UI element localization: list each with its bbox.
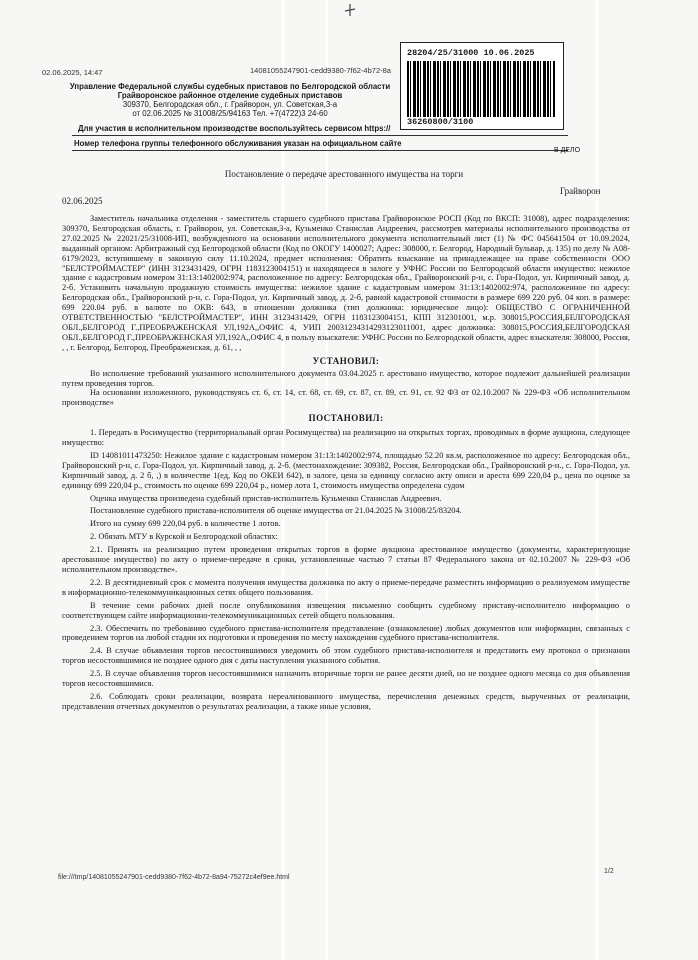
paragraph-2-2b: В течение семи рабочих дней после опубликования извещения письменно сообщить судебному приставу-исполнителю информацию о соответствующем сайте информационно-телекоммуникационных сетей общего пользования. [62, 600, 630, 620]
service-notice: Для участия в исполнительном производстве воспользуйтесь сервисом https:// [78, 124, 391, 133]
paragraph-2-6: 2.6. Соблюдать сроки реализации, возврата нереализованного имущества, перечисления денежных средств, вырученных от реализации, представления отчетных документов о результатах реализации, а также иные условия, [62, 691, 630, 711]
stamp-code: 36260800/3100 [407, 117, 474, 127]
divider [72, 135, 568, 136]
document-title: Постановление о передаче арестованного имущества на торги [224, 169, 464, 179]
paragraph-2: 2. Обязать МТУ в Курской и Белгородской областях: [90, 532, 278, 542]
agency-header [60, 82, 400, 118]
footer-file-path: file:///tmp/14081055247901-cedd9380-7f62-4b72-8a94-75272c4ef9ee.html [58, 874, 290, 881]
outgoing-number: от 02.06.2025 № 31008/25/94163 Тел. +7(4722)3 24-60 [132, 109, 328, 118]
document-body [62, 214, 630, 712]
valuation-resolution: Постановление судебного пристава-исполнителя об оценке имущества от 21.04.2025 № 31008/25/83204. [90, 506, 462, 516]
stamp-number: 28204/25/31000 10.06.2025 [407, 48, 535, 58]
paragraph-2-5: 2.5. В случае объявления торгов несостоявшимися назначить вторичные торги не ранее десяти дней, но не позднее одного месяца со дня объявления торгов несостоявшимися. [62, 669, 630, 689]
ustanovil-heading: УСТАНОВИЛ: [312, 355, 380, 366]
divider [72, 150, 568, 151]
ustanovil-paragraph-2: На основании изложенного, руководствуясь ст. 6, ст. 14, ст. 68, ст. 69, ст. 87, ст. 89, ст. 91, ст. 92 ФЗ от 02.10.2007 № 229-ФЗ «Об исполнительном производстве» [62, 388, 630, 408]
print-doc-id: 14081055247901-cedd9380-7f62-4b72-8a [250, 66, 391, 75]
document-city: Грайворон [560, 186, 601, 196]
file-mark: В ДЕЛО [554, 147, 581, 154]
property-item: ID 14081011473250: Нежилое здание с кадастровым номером 31:13:1402002:974, площадью 52.20 кв.м, расположенное по адресу: Белгородская обл., Грайворонский р-н, с. Гора-Подол, ул. Кирпичный завод, д. 2-б. (местонахождение: 309382, Россия, Белгородская обл., Грайворонский р-н., с. Гора-Подол, ул. Кирпичный завод, д. 2 б, ,) в количестве 1(ед, Код по ОКЕИ 642), в залоге, цена за единицу согласно акту описи и ареста 699 220,04 р., цена по оценке за единицу 699 220,04 р., стоимость по оценке 699 220,04 р., номер лота 1, стоимость имущества определена судом [62, 450, 630, 490]
agency-name: Управление Федеральной службы судебных приставов по Белгородской области [69, 82, 391, 91]
barcode [407, 61, 555, 117]
handwritten-mark [342, 2, 358, 18]
department-address: 309370, Белгородская обл., г. Грайворон, ул. Советская,3-а [122, 100, 338, 109]
paragraph-2-3: 2.3. Обеспечить по требованию судебного пристава-исполнителя представление (ознакомление) любых документов или информации, связанных с проведением торгов на любой стадии их подготовки и проведения по месту нахождения судебного пристава-исполнителя. [62, 623, 630, 643]
department-name: Грайворонское районное отделение судебных приставов [117, 91, 343, 100]
paragraph-2-2: 2.2. В десятидневный срок с момента получения имущества должника по акту о приеме-передаче разместить информацию о реализуемом имуществе в информационно-телекоммуникационных сетях общего пользования. [62, 577, 630, 597]
intro-paragraph: Заместитель начальника отделения - заместитель старшего судебного пристава Грайворонское РОСП (Код по ВКСП: 31008), адрес подразделения: 309370, Белгородская область, г. Грайворон, ул. Советская,3-а, Кузьменко Станислав Андреевич, рассмотрев материалы исполнительного производства от 27.02.2025 № 22021/25/31008-ИП, возбужденного на основании исполнительного документа исполнительный лист (1) № ФС 045641504 от 10.09.2024, выданный органом: Арбитражный суд Белгородской области (Код по ОКОГУ 1400027; Адрес: 308000, г. Белгород, Народный бульвар, д. 135) по делу № А08-6179/2023, вступившему в законную силу 11.10.2024, предмет исполнения: Обратить взыскание на принадлежащее на праве собственности ООО "БЕЛСТРОЙМАСТЕР" (ИНН 3123431429, ОГРН 1183123004151) и находящееся в залоге у УФНС России по Белгородской области имущество: нежилое здание с кадастровым номером 31:13:1402002:974, расположенное по адресу: Белгородская обл., Грайворонский р-н, с. Гора-Подол, ул. Кирпичный завод, д. 2-б. Установить начальную продажную стоимость имущества: нежилое здание с кадастровым номером 31:13:1402002:974, расположенное по адресу: Белгородская обл., Грайворонский р-н, с. Гора-Подол, ул. Кирпичный завод, д. 2-б, равной кадастровой стоимости в размере 699 220 руб. 04 коп. в размере: 699 220.04 руб. в валюте по ОКВ: 643, в отношении должника (тип должника: юридическое лицо): ОБЩЕСТВО С ОГРАНИЧЕННОЙ ОТВЕТСТВЕННОСТЬЮ "БЕЛСТРОЙМАСТЕР", ИНН 3123431429, ОГРН 1183123004151, КПП 312301001, м.р. 308015,РОССИЯ,БЕЛГОРОДСКАЯ ОБЛ.,БЕЛГОРОД Г.,ПРЕОБРАЖЕНСКАЯ УЛ,192А,,ОФИС 4, УИП 20031234314293123011001, адрес должника: 308015,РОССИЯ,БЕЛГОРОДСКАЯ ОБЛ.,БЕЛГОРОД Г.,ПРЕОБРАЖЕНСКАЯ УЛ,192А,,ОФИС 4, в пользу взыскателя: УФНС России по Белгородской области, адрес взыскателя: 308000, Россия, , , г. Белгород, Белгород, Преображенская, д. 61, , , [62, 214, 630, 352]
ustanovil-paragraph-1: Во исполнение требований указанного исполнительного документа 03.04.2025 г. арестовано имущество, которое подлежит дальнейшей реализации путем проведения торгов. [62, 368, 630, 388]
total-amount: Итого на сумму 699 220,04 руб. в количестве 1 лотов. [90, 519, 281, 529]
document-date: 02.06.2025 [62, 196, 103, 206]
paragraph-2-1: 2.1. Принять на реализацию путем проведения открытых торгов в форме аукциона арестованное имущество (документы, характеризующие арестованное имущество) по акту о приеме-передаче в сроки, установленные частью 7 статьи 87 Федерального закона от 02.10.2007 № 229-ФЗ «Об исполнительном производстве». [62, 545, 630, 574]
valuation-paragraph: Оценка имущества произведена судебный пристав-исполнитель Кузьменко Станислав Андреевич. [90, 493, 442, 503]
registration-stamp [400, 42, 564, 130]
paragraph-2-4: 2.4. В случае объявления торгов несостоявшимися уведомить об этом судебного пристава-исполнителя и представить ему протокол о признании торгов несостоявшимися не позднее одного дня с даты наступления указанного события. [62, 646, 630, 666]
footer-page-number: 1/2 [604, 868, 614, 875]
postanovil-heading: ПОСТАНОВИЛ: [308, 413, 384, 424]
paragraph-1: 1. Передать в Росимущество (территориальный орган Росимущества) на реализацию на открытых торгах, проводимых в форме аукциона, следующее имущество: [62, 428, 630, 448]
phone-notice: Номер телефона группы телефонного обслуживания указан на официальном сайте [74, 139, 402, 148]
print-datetime: 02.06.2025, 14:47 [42, 68, 103, 77]
